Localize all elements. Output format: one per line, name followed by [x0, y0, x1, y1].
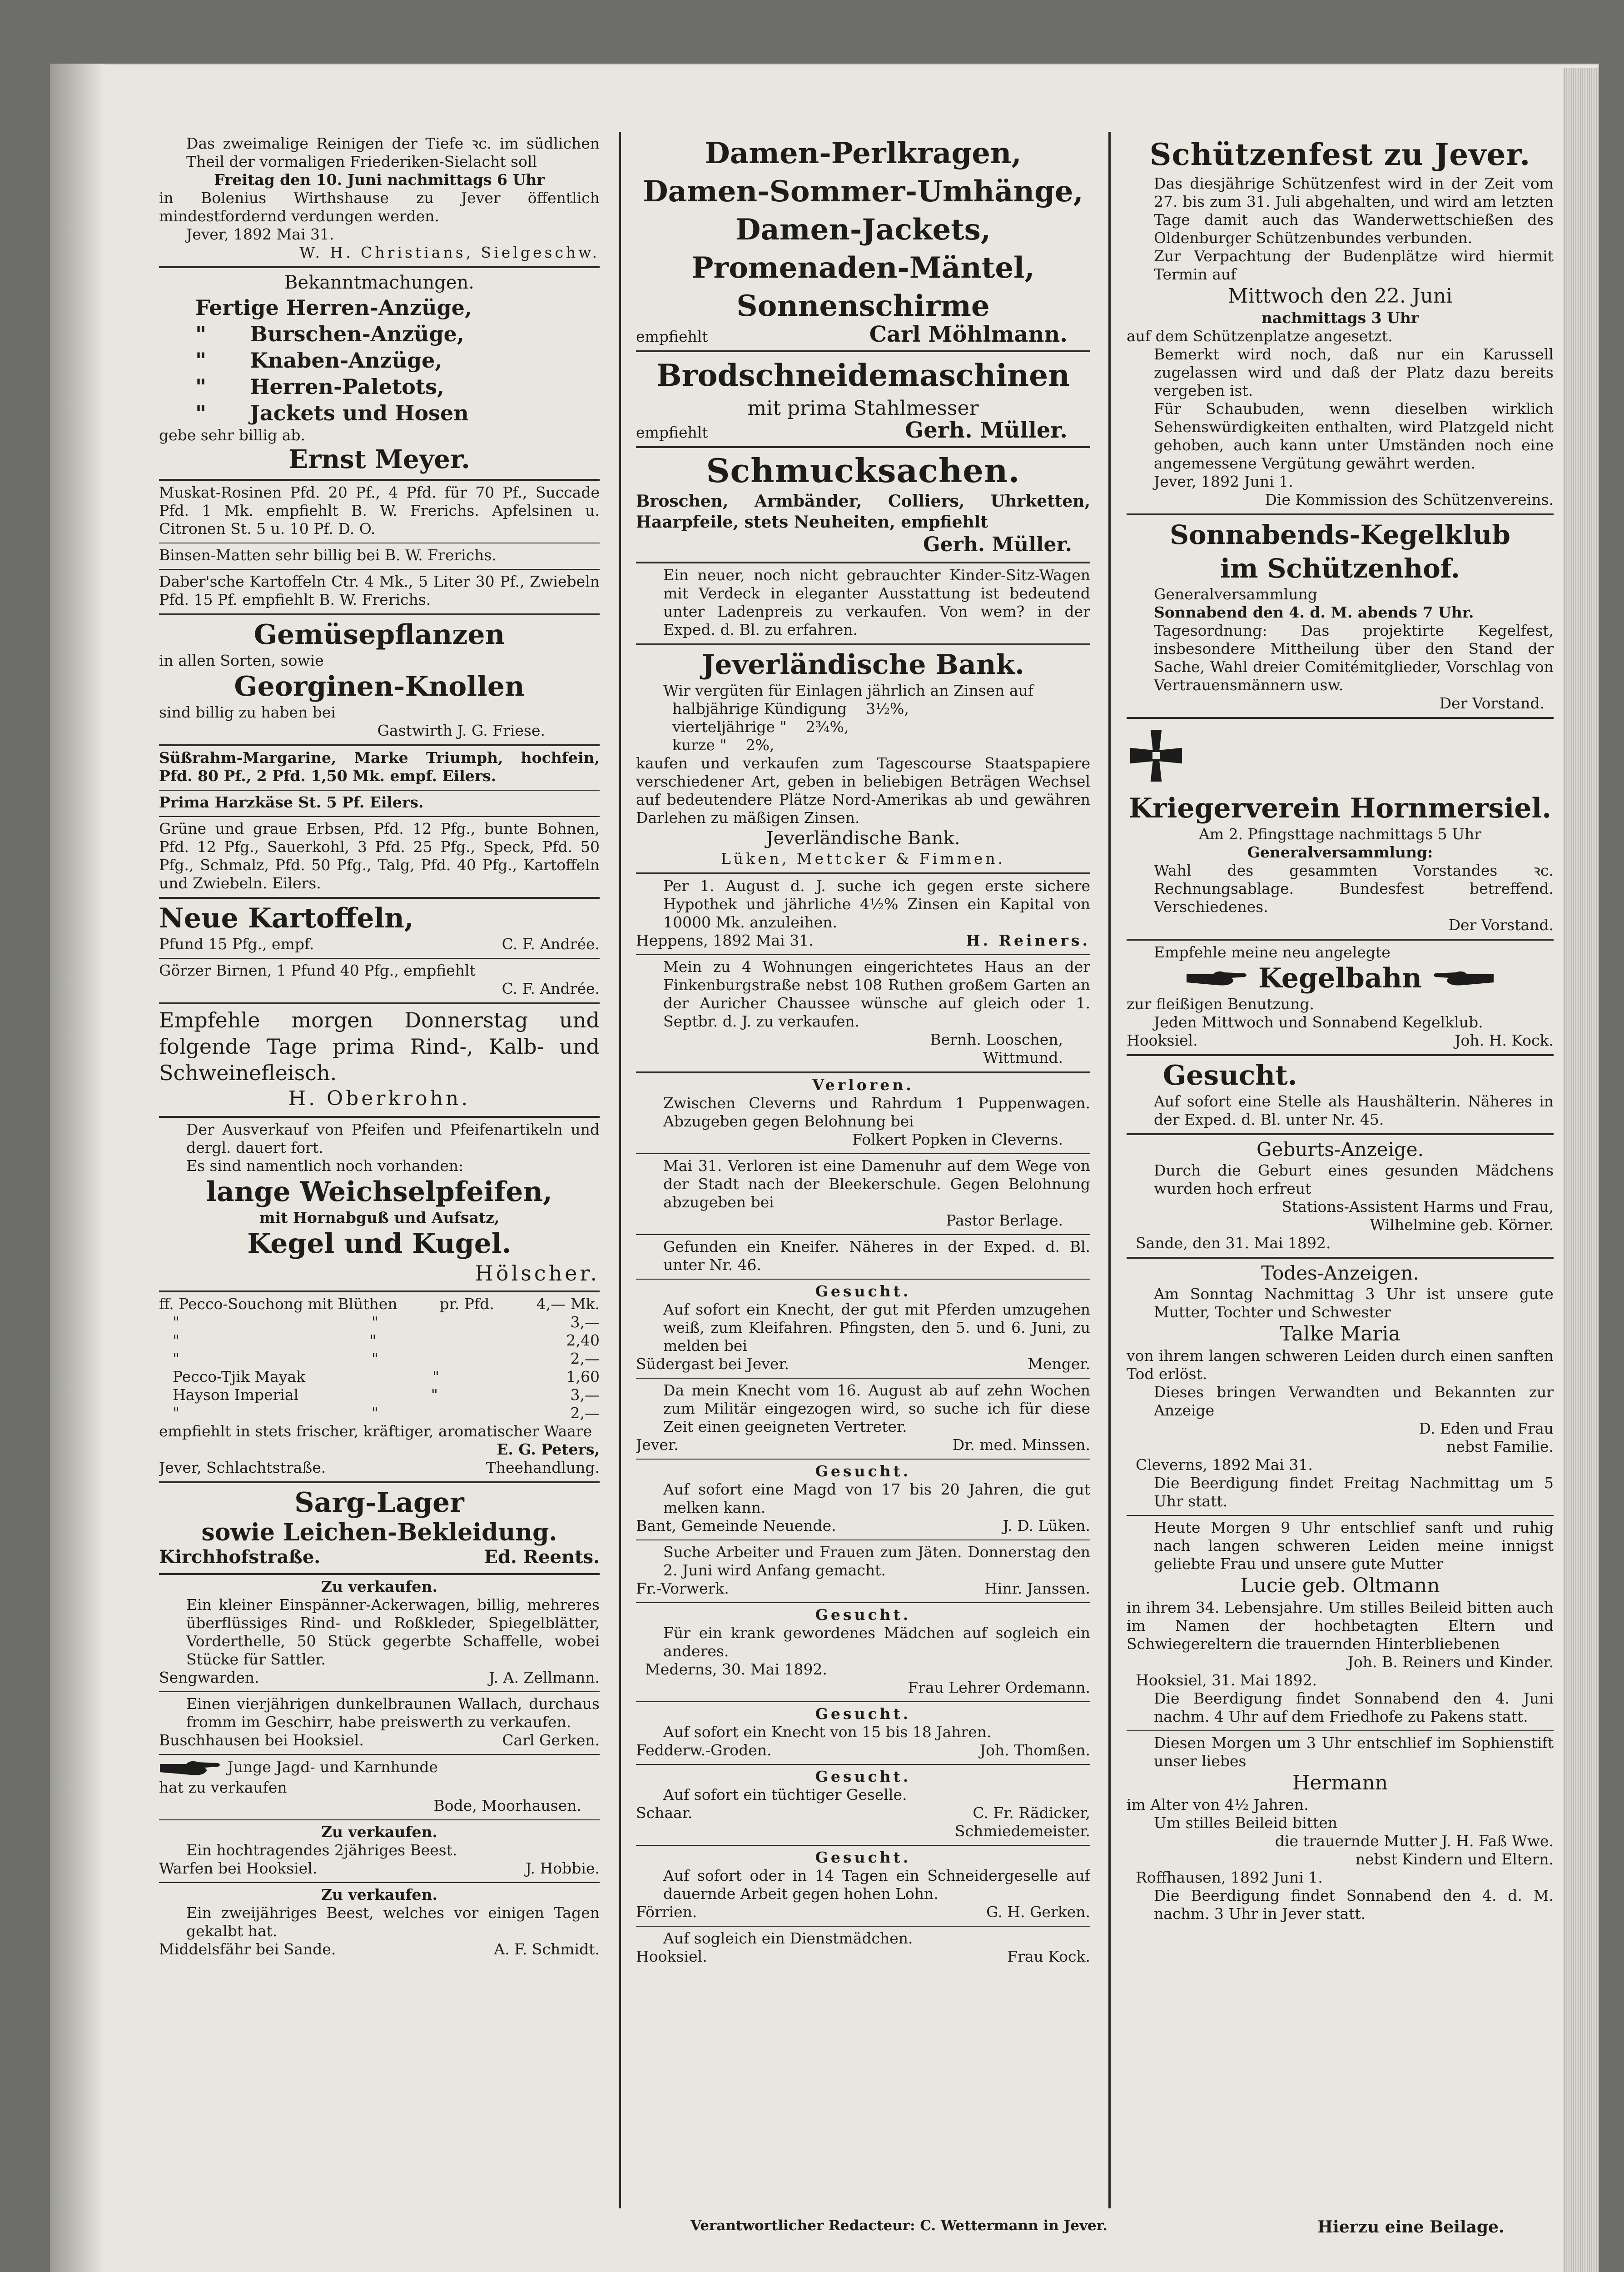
row-cell: Middelsfähr bei Sande.: [159, 1940, 336, 1958]
row-cell: Bant, Gemeinde Neuende.: [636, 1517, 836, 1535]
ad-gesucht-magd: [636, 1460, 1090, 1540]
ad-heading: Gesucht.: [815, 1848, 911, 1866]
row-cell: ff. Pecco-Souchong mit Blüthen: [159, 1295, 397, 1313]
binding-shadow: [50, 64, 104, 2272]
ad-text: Ein neuer, noch nicht gebrauchter Kinder-Sitz-Wagen mit Verdeck in eleganter Ausstattung ist bedeutend unter Ladenpreis zu verkaufen. Von wem? in der Exped. d. Bl. zu erfahren.: [663, 566, 1090, 638]
ad-kegelbahn: [1127, 941, 1554, 1056]
pointing-hand-left-icon: [1431, 968, 1495, 989]
row-cell: Heppens, 1892 Mai 31.: [636, 932, 814, 949]
row-cell: H. Reiners.: [966, 932, 1090, 949]
text-fragment: 3½%,: [866, 700, 909, 717]
row-cell: J. D. Lüken.: [1003, 1517, 1090, 1535]
ad-text: mit Hornabguß und Aufsatz,: [259, 1209, 500, 1226]
ad-gesucht-knecht2: [636, 1702, 1090, 1765]
ad-heading: Bekanntmachungen.: [284, 272, 474, 293]
ad-damenuhr: [636, 1154, 1090, 1235]
ad-heading: im Schützenhof.: [1220, 553, 1460, 584]
row-cell: Gerh. Müller.: [905, 418, 1068, 443]
column-3: [1127, 132, 1554, 2227]
ad-thee: [159, 1292, 600, 1483]
row-cell: 3,—: [570, 1313, 600, 1331]
ad-text: Empfehle meine neu angelegte: [1154, 943, 1391, 961]
ad-text: Wir vergüten für Einlagen jährlich an Zinsen auf: [663, 682, 1034, 699]
ad-text: mit prima Stahlmesser: [747, 397, 979, 420]
ad-text: gebe sehr billig ab.: [159, 426, 306, 444]
row-cell: ": [371, 1404, 378, 1422]
ad-oberkrohn: [159, 1004, 600, 1118]
ad-text: Grüne und graue Erbsen, Pfd. 12 Pfg., bunte Bohnen, Pfd. 12 Pfg., Sauerkohl, 3 Pfd. 25 Pfg., Speck, Pfd. 50 Pfg., Schmalz, Pfd. 50 Pfg., Talg, Pfd. 40 Pfg., Kartoffeln und Zwiebeln. Eilers.: [159, 820, 600, 892]
ad-text: Zur Verpachtung der Budenplätze wird hiermit Termin auf: [1154, 247, 1554, 283]
text-fragment: 2%,: [745, 736, 775, 754]
ad-text: Prima Harzkäse St. 5 Pf. Eilers.: [159, 793, 424, 811]
ad-gesucht-schneider: [636, 1846, 1090, 1927]
ad-heading: Gesucht.: [815, 1606, 911, 1624]
ad-text: Auf sofort ein tüchtiger Geselle.: [663, 1786, 907, 1804]
ad-minssen: [636, 1379, 1090, 1460]
ad-verloren-puppenwagen: [636, 1073, 1090, 1154]
ad-text: in ihrem 34. Lebensjahre. Um stilles Beileid bitten auch im Namen der hochbetagten Eltern und Schwiegereltern die trauernden Hinterbliebenen: [1127, 1599, 1554, 1653]
ad-place-date: Roffhausen, 1892 Juni 1.: [1136, 1868, 1323, 1886]
ad-heading: Kegelbahn: [1258, 962, 1422, 994]
ad-reiners: [636, 874, 1090, 955]
ad-meyer: [159, 268, 600, 481]
ad-text: Ein hochtragendes 2jähriges Beest.: [186, 1841, 457, 1859]
ad-heading: Sonnabends-Kegelklub: [1170, 519, 1510, 550]
row-cell: Ed. Reents.: [484, 1546, 600, 1568]
row-cell: Schaar.: [636, 1804, 693, 1822]
ad-heading: Kegel und Kugel.: [247, 1228, 512, 1260]
ad-jeverlaendische-bank: [636, 645, 1090, 874]
ad-text: Auf sofort eine Magd von 17 bis 20 Jahren, die gut melken kann.: [663, 1480, 1090, 1516]
ad-text: zur fleißigen Benutzung.: [1127, 995, 1315, 1013]
ad-heading: Damen-Jackets,: [735, 213, 991, 247]
ad-text: Die Beerdigung findet Sonnabend den 4. Juni nachm. 4 Uhr auf dem Friedhofe zu Pakens statt.: [1154, 1689, 1554, 1725]
ad-jagdhunde: [159, 1755, 600, 1820]
ad-schuetzenfest: [1127, 132, 1554, 515]
row-cell: 2,—: [570, 1350, 600, 1367]
ad-item: Herren-Paletots,: [250, 374, 445, 399]
ad-heading: Schmucksachen.: [706, 451, 1020, 490]
ad-text: Auf sofort ein Knecht, der gut mit Pferden umzugehen weiß, zum Kleifahren. Pfingsten, den 5. und 6. Juni, zu melden bei: [663, 1300, 1090, 1355]
ad-kindersitzwagen: [636, 563, 1090, 645]
ad-todesanzeige-talke: [1127, 1259, 1554, 1516]
ad-signature: H. Oberkrohn.: [288, 1087, 471, 1110]
row-cell: ": [369, 1331, 377, 1349]
iron-cross-icon: [1127, 726, 1186, 785]
ad-looschen: [636, 955, 1090, 1073]
ad-text: Süßrahm-Margarine, Marke Triumph, hochfein, Pfd. 80 Pf., 2 Pfd. 1,50 Mk. empf. Eilers.: [159, 749, 600, 785]
ad-text: Suche Arbeiter und Frauen zum Jäten. Donnerstag den 2. Juni wird Anfang gemacht.: [663, 1543, 1090, 1579]
page-stack-edge: [1563, 68, 1599, 2272]
footer-supplement: Hierzu eine Beilage.: [1317, 2217, 1505, 2237]
ad-text: Das diesjährige Schützenfest wird in der Zeit vom 27. bis zum 31. Juli abgehalten, und wird am letzten Tage damit auch das Wanderwettschießen des Oldenburger Schützenbundes verbunden.: [1154, 174, 1554, 247]
ad-gesucht-geselle: [636, 1765, 1090, 1846]
ad-signature: Wilhelmine geb. Körner.: [1370, 1216, 1554, 1234]
text-fragment: vierteljährige ": [672, 718, 787, 736]
row-cell: ": [173, 1313, 180, 1331]
ad-geburt: [1127, 1135, 1554, 1259]
ad-todesanzeige-hermann: [1127, 1731, 1554, 1928]
ad-text: Am Sonntag Nachmittag 3 Uhr ist unsere gute Mutter, Tochter und Schwester: [1154, 1285, 1554, 1321]
row-cell: Fr.-Vorwerk.: [636, 1579, 729, 1597]
ad-text: Zwischen Cleverns und Rahrdum 1 Puppenwagen. Abzugeben gegen Belohnung bei: [663, 1094, 1090, 1130]
ad-text: Für Schaubuden, wenn dieselben wirklich Sehenswürdigkeiten enthalten, wird Platzgeld nicht gehoben, auch kann unter Umständen noch eine angemessene Vergütung gewährt werden.: [1154, 400, 1554, 472]
ad-beest-hobbie: [159, 1820, 600, 1883]
ad-heading: Neue Kartoffeln,: [159, 902, 414, 934]
row-cell: ": [371, 1313, 378, 1331]
ad-heading: Damen-Sommer-Umhänge,: [643, 174, 1083, 209]
ad-item: Fertige Herren-Anzüge,: [195, 295, 472, 320]
ad-signature: Gastwirth J. G. Friese.: [377, 722, 545, 739]
ad-signature: nebst Kindern und Eltern.: [1355, 1850, 1554, 1868]
ad-text: Per 1. August d. J. suche ich gegen erste sichere Hypothek und jährliche 4½% Zinsen ein Kapital von 10000 Mk. anzuleihen.: [663, 877, 1090, 931]
ad-signature: W. H. Christians, Sielgeschw.: [299, 244, 600, 261]
row-cell: A. F. Schmidt.: [494, 1940, 600, 1958]
ad-date: Sonnabend den 4. d. M. abends 7 Uhr.: [1154, 603, 1474, 621]
row-cell: 1,60: [566, 1368, 600, 1385]
ad-gesucht-maedchen: [636, 1603, 1090, 1702]
ad-text: Generalversammlung: [1154, 585, 1318, 603]
ad-signature: Jeverländische Bank.: [766, 828, 960, 849]
row-cell: 4,— Mk.: [536, 1295, 600, 1313]
ad-text: Auf sofort eine Stelle als Haushälterin. Näheres in der Exped. d. Bl. unter Nr. 45.: [1154, 1092, 1554, 1128]
row-cell: Jever, Schlachtstraße.: [159, 1459, 326, 1476]
ad-heading: Georginen-Knollen: [234, 671, 525, 703]
ad-schmucksachen: [636, 448, 1090, 563]
ad-text: im Alter von 4½ Jahren.: [1127, 1796, 1309, 1814]
ad-wallach: [159, 1692, 600, 1755]
row-cell: Hayson Imperial: [173, 1386, 299, 1404]
ad-signature: Lüken, Mettcker & Fimmen.: [720, 850, 1006, 867]
row-cell: Südergast bei Jever.: [636, 1355, 790, 1373]
row-cell: pr. Pfd.: [439, 1295, 494, 1313]
ad-signature: nebst Familie.: [1446, 1438, 1554, 1455]
ad-text: Die Beerdigung findet Freitag Nachmittag um 5 Uhr statt.: [1154, 1474, 1554, 1510]
ad-text: Jeden Mittwoch und Sonnabend Kegelklub.: [1154, 1013, 1483, 1031]
ad-signature: Bode, Moorhausen.: [433, 1797, 581, 1814]
row-cell: Förrien.: [636, 1903, 697, 1921]
ad-beest-schmidt: [159, 1883, 600, 1963]
ad-heading: Gesucht.: [1163, 1060, 1297, 1091]
ditto-mark: ": [195, 322, 206, 346]
row-cell: ": [173, 1404, 180, 1422]
ad-text: Die Beerdigung findet Sonnabend den 4. d. M. nachm. 3 Uhr in Jever statt.: [1154, 1887, 1554, 1923]
ad-place-date: Sande, den 31. Mai 1892.: [1136, 1234, 1331, 1252]
ad-arbeiter-jaeten: [636, 1540, 1090, 1603]
ad-binsen: [159, 543, 600, 570]
ad-text: Pfund 15 Pfg., empf.: [159, 935, 314, 953]
ad-text: Binsen-Matten sehr billig bei B. W. Frerichs.: [159, 546, 497, 564]
row-cell: Sengwarden.: [159, 1669, 259, 1686]
ad-text: Für ein krank gewordenes Mädchen auf sogleich ein anderes.: [663, 1624, 1090, 1660]
row-cell: Joh. H. Kock.: [1455, 1031, 1554, 1049]
footer-editor: Verantwortlicher Redacteur: C. Wettermann in Jever.: [690, 2217, 1107, 2234]
ad-text: Muskat-Rosinen Pfd. 20 Pf., 4 Pfd. für 70 Pf., Succade Pfd. 1 Mk. empfiehlt B. W. Frerichs. Apfelsinen u. Citronen St. 5 u. 10 Pf. D. O.: [159, 483, 600, 538]
ad-heading: Gesucht.: [815, 1705, 911, 1723]
ad-heading: Gesucht.: [815, 1768, 911, 1785]
ad-text: Tagesordnung: Das projektirte Kegelfest, insbesondere Mittheilung über den Stand der Sache, Wahl dreier Comitémitglieder, Vorschlag von Vertrauensmännern usw.: [1154, 622, 1554, 694]
ad-text: Einen vierjährigen dunkelbraunen Wallach, durchaus fromm im Geschirr, habe preiswerth zu verkaufen.: [186, 1695, 600, 1731]
ad-text: Wahl des gesammten Vorstandes ꝛc. Rechnungsablage. Bundesfest betreffend. Verschiedenes.: [1154, 862, 1554, 916]
row-cell: empfiehlt: [636, 328, 708, 345]
row-cell: J. Hobbie.: [525, 1859, 600, 1877]
ad-text: in Bolenius Wirthshause zu Jever öffentlich mindestfordernd verdungen werden.: [159, 189, 600, 225]
pointing-hand-right-icon: [1186, 968, 1249, 989]
ad-heading: Schützenfest zu Jever.: [1149, 137, 1531, 172]
ad-text: Durch die Geburt eines gesunden Mädchens wurden hoch erfreut: [1154, 1161, 1554, 1197]
ad-text: Dieses bringen Verwandten und Bekannten zur Anzeige: [1154, 1383, 1554, 1419]
deceased-name: Hermann: [1292, 1771, 1388, 1794]
ad-text: in allen Sorten, sowie: [159, 652, 324, 669]
ad-text: Ein zweijähriges Beest, welches vor einigen Tagen gekalbt hat.: [186, 1904, 600, 1940]
row-cell: empfiehlt: [636, 424, 708, 441]
ad-signature: Frau Lehrer Ordemann.: [908, 1679, 1090, 1696]
ad-todesanzeige-lucie: [1127, 1516, 1554, 1731]
ditto-mark: ": [195, 348, 206, 373]
ad-sarglager: [159, 1483, 600, 1575]
row-cell: Warfen bei Hooksiel.: [159, 1859, 318, 1877]
ad-kriegerverein: [1127, 719, 1554, 941]
ad-pfeifen: [159, 1118, 600, 1292]
row-cell: 2,40: [566, 1331, 600, 1349]
ad-time: nachmittags 3 Uhr: [1261, 309, 1419, 327]
ad-place: Mederns, 30. Mai 1892.: [645, 1660, 827, 1678]
ad-text: Da mein Knecht vom 16. August ab auf zehn Wochen zum Militär eingezogen wird, so suche ich für diese Zeit einen geeigneten Vertreter.: [663, 1381, 1090, 1435]
row-cell: Jever.: [636, 1436, 679, 1454]
ad-signature: Folkert Popken in Cleverns.: [852, 1131, 1063, 1148]
ad-moehlmann: [636, 132, 1090, 352]
ad-text: kaufen und verkaufen zum Tagescourse Staatspapiere verschiedener Art, geben in beliebigen Beträgen Wechsel auf bedeutendere Plätze Nord-Amerikas ab und gewähren Darlehen zu mäßigen Zinsen.: [636, 754, 1090, 827]
ad-heading: Promenaden-Mäntel,: [691, 251, 1035, 285]
ad-dienstmaedchen: [636, 1927, 1090, 1970]
row-cell: ": [371, 1350, 378, 1367]
ad-signature: Hölscher.: [475, 1261, 600, 1285]
ad-neue-kartoffeln: [159, 899, 600, 959]
ad-text: Broschen, Armbänder, Colliers, Uhrketten, Haarpfeile, stets Neuheiten, empfiehlt: [636, 492, 1090, 532]
ditto-mark: ": [195, 401, 206, 425]
ad-heading: Kriegerverein Hornmersiel.: [1128, 792, 1552, 824]
ad-sielacht: [159, 132, 600, 268]
ad-heading: Damen-Perlkragen,: [705, 136, 1022, 170]
ad-signature: Gerh. Müller.: [923, 533, 1072, 556]
column-rule-1: [619, 132, 621, 2208]
row-cell: ": [432, 1368, 439, 1385]
ad-text: Generalversammlung:: [1247, 843, 1433, 861]
ad-text: Auf sofort ein Knecht von 15 bis 18 Jahren.: [663, 1723, 992, 1741]
row-cell: C. Fr. Rädicker,: [973, 1804, 1090, 1822]
ad-heading: Jeverländische Bank.: [702, 649, 1024, 681]
ad-place-date: Hooksiel, 31. Mai 1892.: [1136, 1671, 1317, 1689]
ad-heading: Sonnenschirme: [736, 289, 990, 323]
deceased-name: Talke Maria: [1280, 1322, 1401, 1345]
ad-item: Burschen-Anzüge,: [250, 322, 464, 346]
row-cell: Hinr. Janssen.: [984, 1579, 1090, 1597]
ad-text: Daber'sche Kartoffeln Ctr. 4 Mk., 5 Liter 30 Pf., Zwiebeln Pfd. 15 Pf. empfiehlt B. W. Frerichs.: [159, 573, 600, 608]
row-cell: Hooksiel.: [1127, 1031, 1198, 1049]
ad-signature: Der Vorstand.: [1439, 694, 1545, 712]
ad-signature: D. Eden und Frau: [1419, 1420, 1554, 1437]
ad-margarine: [159, 746, 600, 791]
ad-text: Empfehle morgen Donnerstag und folgende Tage prima Rind-, Kalb- und Schweinefleisch.: [159, 1008, 600, 1085]
ad-gemuesepflanzen: [159, 615, 600, 746]
ad-heading: Brodschneidemaschinen: [656, 358, 1070, 393]
ad-signature: C. F. Andrée.: [502, 935, 600, 953]
ad-zellmann: [159, 1575, 600, 1692]
ad-text: Auf sofort oder in 14 Tagen ein Schneidergeselle auf dauernde Arbeit gegen hohen Lohn.: [663, 1867, 1090, 1903]
ad-text: sind billig zu haben bei: [159, 703, 336, 721]
ad-haushaelterin: [1127, 1056, 1554, 1135]
row-cell: 2,—: [570, 1404, 600, 1422]
row-cell: Joh. Thomßen.: [979, 1741, 1090, 1759]
row-cell: G. H. Gerken.: [986, 1903, 1090, 1921]
row-cell: Carl Möhlmann.: [869, 322, 1068, 347]
ad-heading: Verloren.: [812, 1076, 914, 1094]
ad-heading: Zu verkaufen.: [321, 1578, 438, 1595]
row-cell: Fedderw.-Groden.: [636, 1741, 772, 1759]
ad-place-date: Jever, 1892 Mai 31.: [186, 225, 334, 243]
row-cell: Pecco-Tjik Mayak: [173, 1368, 306, 1385]
text-fragment: kurze ": [672, 736, 727, 754]
ad-text: Mein zu 4 Wohnungen eingerichtetes Haus an der Finkenburgstraße nebst 108 Ruthen großem Garten an der Auricher Chaussee wünsche auf gleich oder 1. Septbr. d. J. zu verkaufen.: [663, 958, 1090, 1030]
ad-birnen: [159, 959, 600, 1004]
ad-heading: Geburts-Anzeige.: [1256, 1138, 1424, 1161]
ad-heading: sowie Leichen-Bekleidung.: [201, 1519, 557, 1546]
row-cell: Theehandlung.: [486, 1459, 600, 1476]
ad-signature: Ernst Meyer.: [288, 444, 470, 474]
column-2: [636, 132, 1090, 2227]
row-cell: ": [173, 1350, 180, 1367]
ad-rosinen: [159, 481, 600, 543]
ad-signature: Bernh. Looschen,: [930, 1031, 1063, 1048]
ad-heading: Zu verkaufen.: [321, 1886, 438, 1903]
ad-place-date: Jever, 1892 Juni 1.: [1154, 473, 1293, 490]
row-cell: Dr. med. Minssen.: [952, 1436, 1090, 1454]
ad-heading: Todes-Anzeigen.: [1261, 1262, 1419, 1284]
ad-text: von ihrem langen schweren Leiden durch einen sanften Tod erlöst.: [1127, 1347, 1554, 1383]
row-cell: ": [431, 1386, 438, 1404]
ad-text: Bemerkt wird noch, daß nur ein Karussell zugelassen wird und daß der Platz dazu bereits vergeben ist.: [1154, 345, 1554, 399]
ad-text: Görzer Birnen, 1 Pfund 40 Pfg., empfiehlt: [159, 962, 476, 979]
ad-text: Der Ausverkauf von Pfeifen und Pfeifenartikeln und dergl. dauert fort.: [186, 1121, 600, 1156]
ad-kegelklub: [1127, 515, 1554, 719]
ad-signature: E. G. Peters,: [497, 1440, 600, 1458]
ad-item: Knaben-Anzüge,: [250, 348, 442, 373]
row-cell: Hooksiel.: [636, 1948, 707, 1965]
ad-text: Ein kleiner Einspänner-Ackerwagen, billig, mehreres überflüssiges Rind- und Roßkleder, Spiegelblätter, Vorderthelle, 50 Stück gegerbte Schaffelle, wobei Stücke für Sattler.: [186, 1596, 600, 1668]
text-fragment: halbjährige Kündigung: [672, 700, 847, 717]
ad-heading: lange Weichselpfeifen,: [206, 1176, 552, 1208]
ad-place: Wittmund.: [983, 1049, 1063, 1066]
column-1: [159, 132, 600, 2227]
ad-text: Um stilles Beileid bitten: [1154, 1814, 1337, 1832]
ad-place-date: Cleverns, 1892 Mai 31.: [1136, 1456, 1313, 1474]
ad-text: Diesen Morgen um 3 Uhr entschlief im Sophienstift unser liebes: [1154, 1734, 1554, 1770]
row-cell: Menger.: [1028, 1355, 1090, 1373]
ad-item: Jackets und Hosen: [250, 401, 469, 425]
ad-text: Gefunden ein Kneifer. Näheres in der Exped. d. Bl. unter Nr. 46.: [663, 1238, 1090, 1274]
ad-erbsen: [159, 817, 600, 899]
deceased-name: Lucie geb. Oltmann: [1240, 1574, 1440, 1597]
ad-kneifer: [636, 1235, 1090, 1280]
ad-heading: Gemüsepflanzen: [253, 619, 505, 651]
pointing-hand-icon: [159, 1758, 223, 1779]
row-cell: J. A. Zellmann.: [489, 1669, 600, 1686]
row-cell: Kirchhofstraße.: [159, 1546, 321, 1568]
ad-signature: Stations-Assistent Harms und Frau,: [1281, 1198, 1554, 1216]
ad-signature: C. F. Andrée.: [502, 980, 600, 997]
ad-text: empfiehlt in stets frischer, kräftiger, aromatischer Waare: [159, 1422, 592, 1440]
ad-heading: Gesucht.: [815, 1282, 911, 1300]
ad-text: hat zu verkaufen: [159, 1779, 287, 1796]
row-cell: Buschhausen bei Hooksiel.: [159, 1731, 364, 1749]
row-cell: ": [173, 1331, 180, 1349]
ad-date: Freitag den 10. Juni nachmittags 6 Uhr: [214, 171, 545, 189]
ad-text: Junge Jagd- und Karnhunde: [227, 1758, 438, 1776]
ad-signature: Joh. B. Reiners und Kinder.: [1347, 1653, 1554, 1671]
ad-text: Auf sogleich ein Dienstmädchen.: [663, 1929, 913, 1947]
row-cell: Frau Kock.: [1007, 1948, 1090, 1965]
ad-harzkaese: [159, 791, 600, 817]
ad-signature: Die Kommission des Schützenvereins.: [1265, 491, 1554, 508]
ad-text: Das zweimalige Reinigen der Tiefe ꝛc. im südlichen Theil der vormaligen Friederiken-Sielacht soll: [186, 135, 600, 170]
ad-kartoffeln-daber: [159, 570, 600, 615]
ad-text: Es sind namentlich noch vorhanden:: [186, 1157, 464, 1175]
ad-date: Mittwoch den 22. Juni: [1227, 284, 1453, 308]
ad-text: Mai 31. Verloren ist eine Damenuhr auf dem Wege von der Stadt nach der Bleekerschule. Gegen Belohnung abzugeben bei: [663, 1157, 1090, 1211]
ad-gesucht-knecht: [636, 1280, 1090, 1379]
ad-text: Am 2. Pfingsttage nachmittags 5 Uhr: [1198, 825, 1482, 843]
ditto-mark: ": [195, 374, 206, 399]
row-cell: Carl Gerken.: [502, 1731, 600, 1749]
ad-brodschneide: [636, 352, 1090, 448]
ad-signature: Der Vorstand.: [1448, 916, 1554, 934]
row-cell: 3,—: [570, 1386, 600, 1404]
ad-text: auf dem Schützenplatze angesetzt.: [1127, 327, 1393, 345]
text-fragment: 2¾%,: [805, 718, 849, 736]
ad-heading: Sarg-Lager: [294, 1487, 464, 1519]
ad-signature: die trauernde Mutter J. H. Faß Wwe.: [1275, 1832, 1554, 1850]
ad-text: Heute Morgen 9 Uhr entschlief sanft und ruhig nach langen schweren Leiden meine innigst geliebte Frau und unsere gute Mutter: [1154, 1519, 1554, 1573]
column-rule-2: [1108, 132, 1111, 2208]
ad-signature: Schmiedemeister.: [954, 1822, 1090, 1840]
ad-heading: Zu verkaufen.: [321, 1823, 438, 1841]
ad-heading: Gesucht.: [815, 1462, 911, 1480]
ad-signature: Pastor Berlage.: [946, 1211, 1063, 1229]
